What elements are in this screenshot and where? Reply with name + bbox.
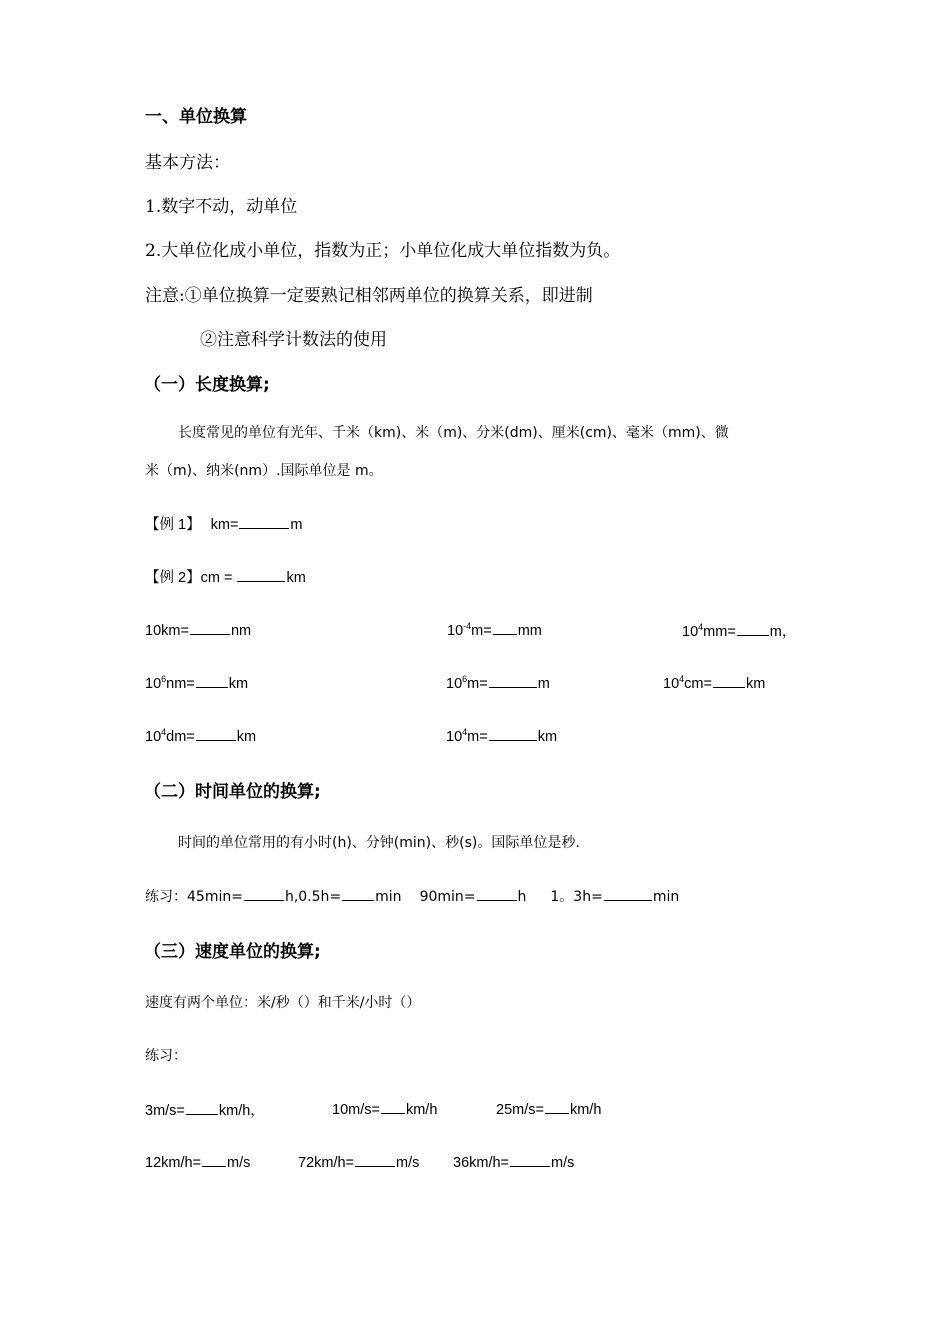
length-paragraph-line2: 米（m)、纳米(nm）.国际单位是 m。 — [145, 463, 383, 479]
answer-blank[interactable] — [190, 620, 230, 635]
answer-blank[interactable] — [342, 886, 374, 901]
answer-blank[interactable] — [237, 567, 285, 582]
answer-blank[interactable] — [239, 514, 289, 529]
exercise-item: $10^6nm=$ km — [145, 674, 249, 692]
speed-heading: （三）速度单位的换算; — [144, 942, 321, 962]
time-heading: （二）时间单位的换算; — [144, 782, 321, 802]
exercise-item: $10^4dm=$ km — [145, 727, 257, 745]
example-2: 【例 2】cm = km — [145, 566, 306, 587]
answer-blank[interactable] — [477, 886, 517, 901]
time-paragraph: 时间的单位常用的有小时(h)、分钟(min)、秒(s)。国际单位是秒. — [178, 835, 580, 851]
practice-label: 练习： — [145, 1048, 187, 1064]
length-paragraph-line1: 长度常见的单位有光年、千米（km)、米（m)、分米(dm)、厘米(cm)、毫米（mm)、微 — [178, 425, 729, 441]
answer-blank[interactable] — [604, 886, 652, 901]
exercise-item: $10^{-4}m=$ mm — [447, 621, 542, 639]
exercise-item: 25m/s= km/h — [496, 1099, 601, 1118]
method-label: 基本方法： — [145, 153, 230, 173]
answer-blank[interactable] — [737, 621, 769, 636]
exercise-item: $10^4m=$ km — [446, 727, 558, 745]
example-1: 【例 1】 km= m — [145, 513, 303, 534]
time-practice: 练习：45min= h,0.5h= min 90min= h 1。3h= min — [145, 886, 679, 906]
answer-blank[interactable] — [196, 726, 236, 741]
answer-blank[interactable] — [244, 886, 284, 901]
exercise-item: $10^6m= m$ — [446, 674, 550, 692]
speed-paragraph: 速度有两个单位：米/秒（）和千米/小时（） — [145, 995, 421, 1011]
answer-blank[interactable] — [510, 1152, 550, 1167]
note-item-1: 注意:①单位换算一定要熟记相邻两单位的换算关系，即进制 — [145, 286, 593, 306]
answer-blank[interactable] — [545, 1099, 569, 1114]
note-item-2: ②注意科学计数法的使用 — [200, 330, 387, 350]
practice-label: 练习： — [145, 889, 187, 905]
method-item-1: 1.数字不动，动单位 — [145, 197, 298, 217]
answer-blank[interactable] — [489, 673, 537, 688]
exercise-item: 3m/s= km/h， — [145, 1099, 265, 1120]
exercise-item: 36km/h= m/s — [453, 1152, 574, 1171]
exercise-item: 72km/h= m/s — [298, 1152, 419, 1171]
answer-blank[interactable] — [713, 673, 745, 688]
answer-blank[interactable] — [196, 673, 228, 688]
exercise-item: 12km/h= m/s — [145, 1152, 250, 1171]
answer-blank[interactable] — [202, 1152, 226, 1167]
method-item-2: 2.大单位化成小单位，指数为正；小单位化成大单位指数为负。 — [145, 241, 621, 261]
answer-blank[interactable] — [186, 1100, 218, 1115]
length-heading: （一）长度换算; — [144, 375, 270, 395]
exercise-item: 10km= nm — [145, 620, 251, 639]
section-heading: 一、单位换算 — [145, 107, 247, 127]
example-label: 【例 1】 — [145, 517, 201, 533]
answer-blank[interactable] — [493, 620, 517, 635]
answer-blank[interactable] — [355, 1152, 395, 1167]
example-label: 【例 2】 — [145, 570, 201, 586]
answer-blank[interactable] — [489, 726, 537, 741]
answer-blank[interactable] — [381, 1099, 405, 1114]
exercise-item: $10^4cm=$ km — [663, 674, 766, 692]
exercise-item: $10^4mm= m$， — [682, 622, 797, 640]
exercise-item: 10m/s= km/h — [332, 1099, 437, 1118]
